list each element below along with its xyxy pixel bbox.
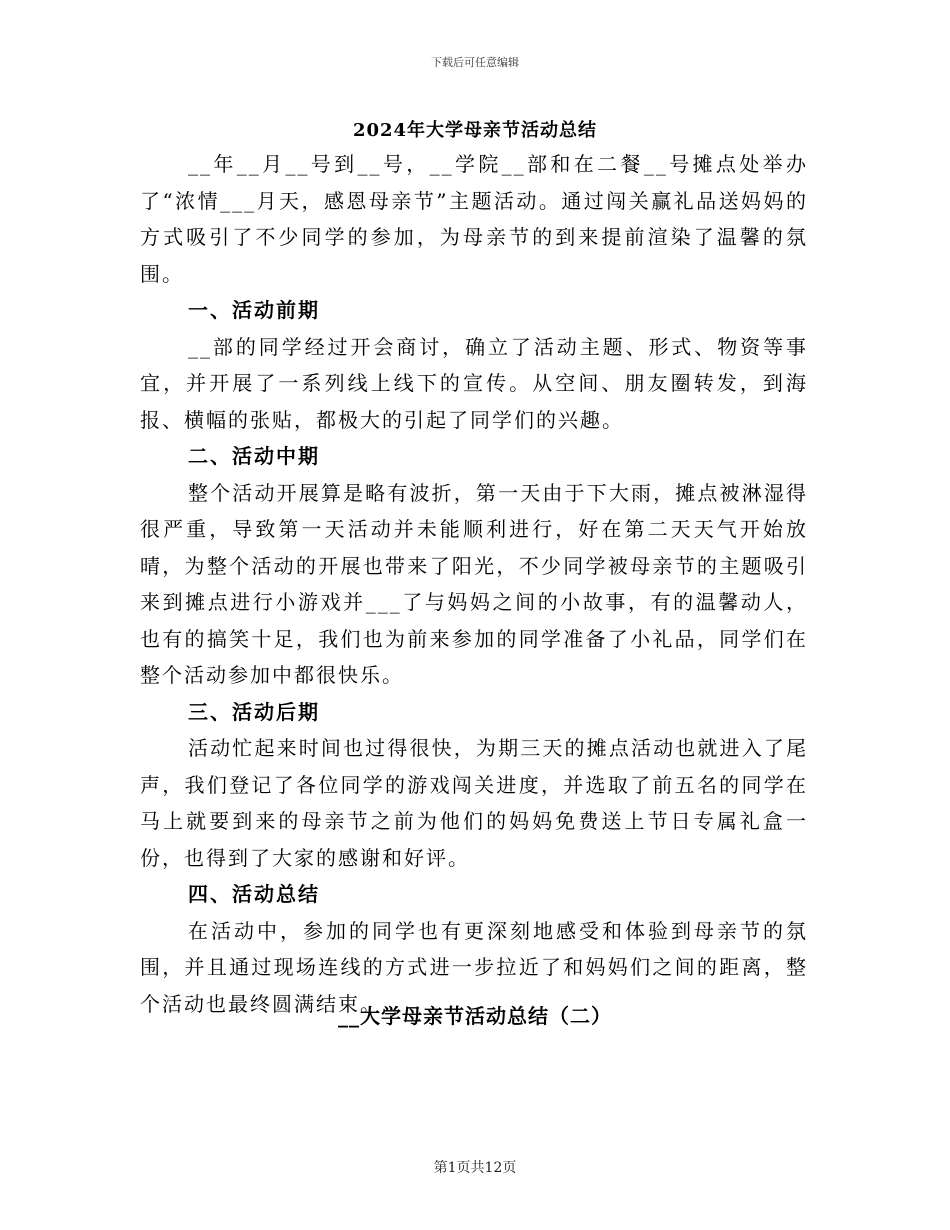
section-body-middle: 整个活动开展算是略有波折，第一天由于下大雨，摊点被淋湿得很严重，导致第一天活动并未能顺利进行，好在第二天天气开始放晴，为整个活动的开展也带来了阳光，不少同学被母亲节的主题吸引来到摊点进行小游戏并___了与妈妈之间的小故事，有的温馨动人，也有的搞笑十足，我们也为前来参加的同学准备了小礼品，同学们在整个活动参加中都很快乐。: [140, 480, 808, 687]
section-heading-summary: 四、活动总结: [188, 882, 320, 906]
section-heading-middle: 二、活动中期: [188, 444, 320, 468]
document-title: 2024年大学母亲节活动总结: [352, 120, 598, 141]
page-number: 第1页共12页: [433, 1160, 517, 1176]
section-heading-early: 一、活动前期: [188, 298, 320, 322]
section-heading-late: 三、活动后期: [188, 699, 320, 724]
section-body-summary: 在活动中，参加的同学也有更深刻地感受和体验到母亲节的氛围，并且通过现场连线的方式进一步拉近了和妈妈们之间的距离，整个活动也最终圆满结束。: [140, 918, 808, 1016]
second-document-title: __大学母亲节活动总结（二）: [338, 1004, 612, 1028]
section-body-early: __部的同学经过开会商讨，确立了活动主题、形式、物资等事宜，并开展了一系列线上线下的宣传。从空间、朋友圈转发，到海报、横幅的张贴，都极大的引起了同学们的兴趣。: [140, 334, 808, 432]
header-note: 下载后可任意编辑: [431, 56, 519, 69]
intro-paragraph: __年__月__号到__号，__学院__部和在二餐__号摊点处举办了“浓情___月天，感恩母亲节”主题活动。通过闯关赢礼品送妈妈的方式吸引了不少同学的参加，为母亲节的到来提前渲染了温馨的氛围。: [140, 152, 808, 286]
document-body: [140, 146, 808, 1022]
section-body-late: 活动忙起来时间也过得很快，为期三天的摊点活动也就进入了尾声，我们登记了各位同学的游戏闯关进度，并选取了前五名的同学在马上就要到来的母亲节之前为他们的妈妈免费送上节日专属礼盒一份，也得到了大家的感谢和好评。: [140, 736, 808, 870]
